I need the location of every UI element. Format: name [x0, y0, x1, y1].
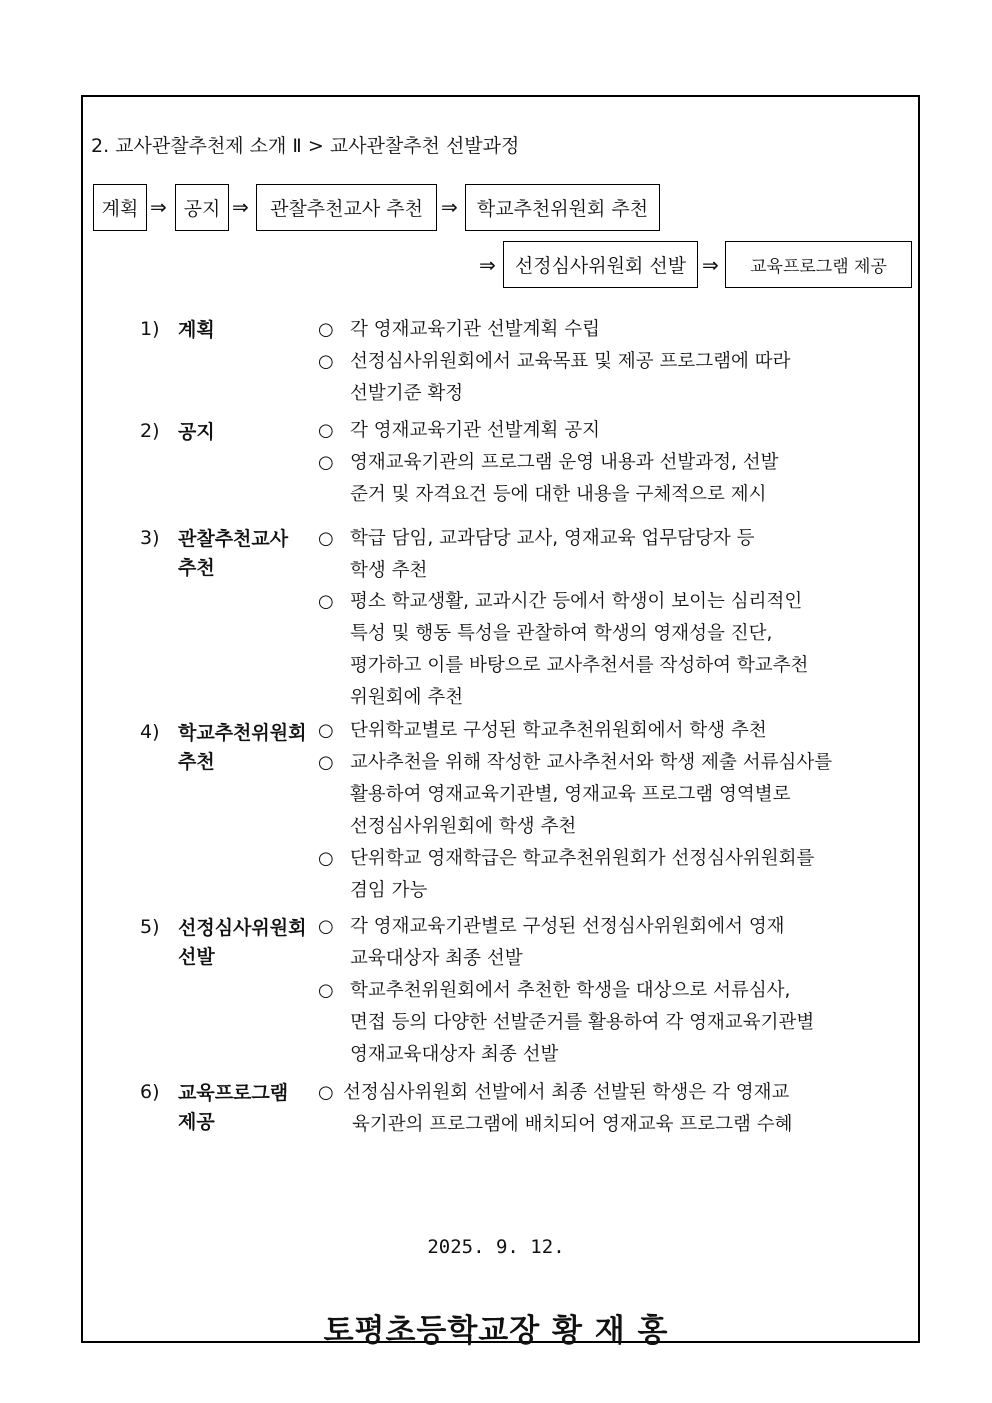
item-label-line: 선발 — [178, 946, 215, 968]
bullet-symbol: ○ — [318, 916, 334, 937]
item-label-line: 학교추천위원회 — [178, 722, 307, 744]
flow-step-selection-committee: 선정심사위원회 선발 — [503, 241, 698, 288]
bullet-line: 특성 및 행동 특성을 관찰하여 학생의 영재성을 진단, — [350, 623, 773, 644]
bullet-text — [350, 523, 860, 587]
item-label-line: 제공 — [178, 1111, 215, 1133]
bullet-line: 학생 추천 — [350, 560, 428, 581]
item-label — [178, 1079, 318, 1137]
item-number: 4) — [140, 721, 160, 743]
principal-signature: 토평초등학교장 황 재 홍 — [323, 1313, 669, 1349]
bullet-line: 교육대상자 최종 선발 — [350, 948, 523, 969]
bullet-symbol: ○ — [318, 1082, 334, 1103]
bullet-symbol: ○ — [318, 980, 334, 1001]
bullet-symbol: ○ — [318, 319, 334, 340]
flow-arrow: ⇒ — [479, 253, 496, 277]
bullet-symbol: ○ — [318, 752, 334, 773]
item-number: 2) — [140, 420, 160, 442]
bullet-line: 각 영재교육기관별로 구성된 선정심사위원회에서 영재 — [350, 916, 785, 937]
bullet-line: 육기관의 프로그램에 배치되어 영재교육 프로그램 수혜 — [352, 1114, 793, 1135]
item-number: 1) — [140, 318, 160, 340]
item-label-line: 추천 — [178, 751, 215, 773]
bullet-symbol: ○ — [318, 351, 334, 372]
bullet-line: 준거 및 자격요건 등에 대한 내용을 구체적으로 제시 — [350, 484, 767, 505]
bullet-line: 단위학교별로 구성된 학교추천위원회에서 학생 추천 — [350, 720, 767, 741]
bullet-line: 선정심사위원회 선발에서 최종 선발된 학생은 각 영재교 — [343, 1082, 790, 1103]
item-label-line: 계획 — [178, 319, 215, 341]
bullet-line: 교사추천을 위해 작성한 교사추천서와 학생 제출 서류심사를 — [350, 752, 833, 773]
item-label — [178, 525, 318, 583]
item-label-line: 공지 — [178, 421, 215, 443]
bullet-line: 각 영재교육기관 선발계획 공지 — [350, 420, 600, 441]
item-label — [178, 914, 318, 972]
bullet-text — [350, 346, 860, 410]
bullet-line: 선정심사위원회에 학생 추천 — [350, 816, 577, 837]
bullet-line: 평소 학교생활, 교과시간 등에서 학생이 보이는 심리적인 — [350, 591, 803, 612]
bullet-text — [350, 715, 860, 747]
flow-step-teacher-recommend: 관찰추천교사 추천 — [256, 184, 437, 231]
bullet-line: 각 영재교육기관 선발계획 수립 — [350, 319, 600, 340]
flow-arrow: ⇒ — [232, 195, 249, 219]
bullet-text — [350, 975, 860, 1071]
bullet-line: 위원회에 추천 — [350, 687, 464, 708]
item-label — [178, 418, 318, 447]
bullet-line: 면접 등의 다양한 선발준거를 활용하여 각 영재교육기관별 — [350, 1012, 815, 1033]
bullet-line: 영재교육기관의 프로그램 운영 내용과 선발과정, 선발 — [350, 452, 779, 473]
bullet-symbol: ○ — [318, 420, 334, 441]
item-label — [178, 719, 318, 777]
flow-arrow: ⇒ — [702, 253, 719, 277]
bullet-symbol: ○ — [318, 528, 334, 549]
flow-step-notice: 공지 — [175, 184, 229, 231]
flow-arrow: ⇒ — [150, 195, 167, 219]
bullet-line: 영재교육대상자 최종 선발 — [350, 1044, 559, 1065]
bullet-line: 평가하고 이를 바탕으로 교사추천서를 작성하여 학교추천 — [350, 655, 809, 676]
item-number: 3) — [140, 527, 160, 549]
item-number: 5) — [140, 916, 160, 938]
flow-step-education-program: 교육프로그램 제공 — [725, 241, 912, 288]
bullet-text — [350, 447, 860, 511]
item-label-line: 선정심사위원회 — [178, 917, 307, 939]
bullet-symbol: ○ — [318, 848, 334, 869]
bullet-symbol: ○ — [318, 720, 334, 741]
bullet-line: 학급 담임, 교과담당 교사, 영재교육 업무담당자 등 — [350, 528, 755, 549]
bullet-line: 선정심사위원회에서 교육목표 및 제공 프로그램에 따라 — [350, 351, 791, 372]
bullet-text — [343, 1077, 863, 1141]
bullet-text — [350, 911, 860, 975]
bullet-line: 선발기준 확정 — [350, 383, 464, 404]
bullet-symbol: ○ — [318, 591, 334, 612]
flow-step-school-committee: 학교추천위원회 추천 — [465, 184, 660, 231]
bullet-text — [350, 747, 860, 843]
bullet-line: 학교추천위원회에서 추천한 학생을 대상으로 서류심사, — [350, 980, 791, 1001]
item-label-line: 추천 — [178, 557, 215, 579]
bullet-line: 겸임 가능 — [350, 880, 428, 901]
bullet-text — [350, 314, 860, 346]
section-heading: 2. 교사관찰추천제 소개 Ⅱ > 교사관찰추천 선발과정 — [91, 135, 520, 157]
flow-step-plan: 계획 — [93, 184, 147, 231]
bullet-line: 단위학교 영재학급은 학교추천위원회가 선정심사위원회를 — [350, 848, 815, 869]
bullet-symbol: ○ — [318, 452, 334, 473]
bullet-text — [350, 586, 860, 714]
item-label-line: 교육프로그램 — [178, 1082, 289, 1104]
bullet-line: 활용하여 영재교육기관별, 영재교육 프로그램 영역별로 — [350, 784, 791, 805]
item-label-line: 관찰추천교사 — [178, 528, 289, 550]
flow-arrow: ⇒ — [441, 195, 458, 219]
issue-date: 2025. 9. 12. — [427, 1236, 565, 1258]
bullet-text — [350, 843, 860, 907]
item-label — [178, 316, 318, 345]
bullet-text — [350, 415, 860, 447]
item-number: 6) — [140, 1081, 160, 1103]
